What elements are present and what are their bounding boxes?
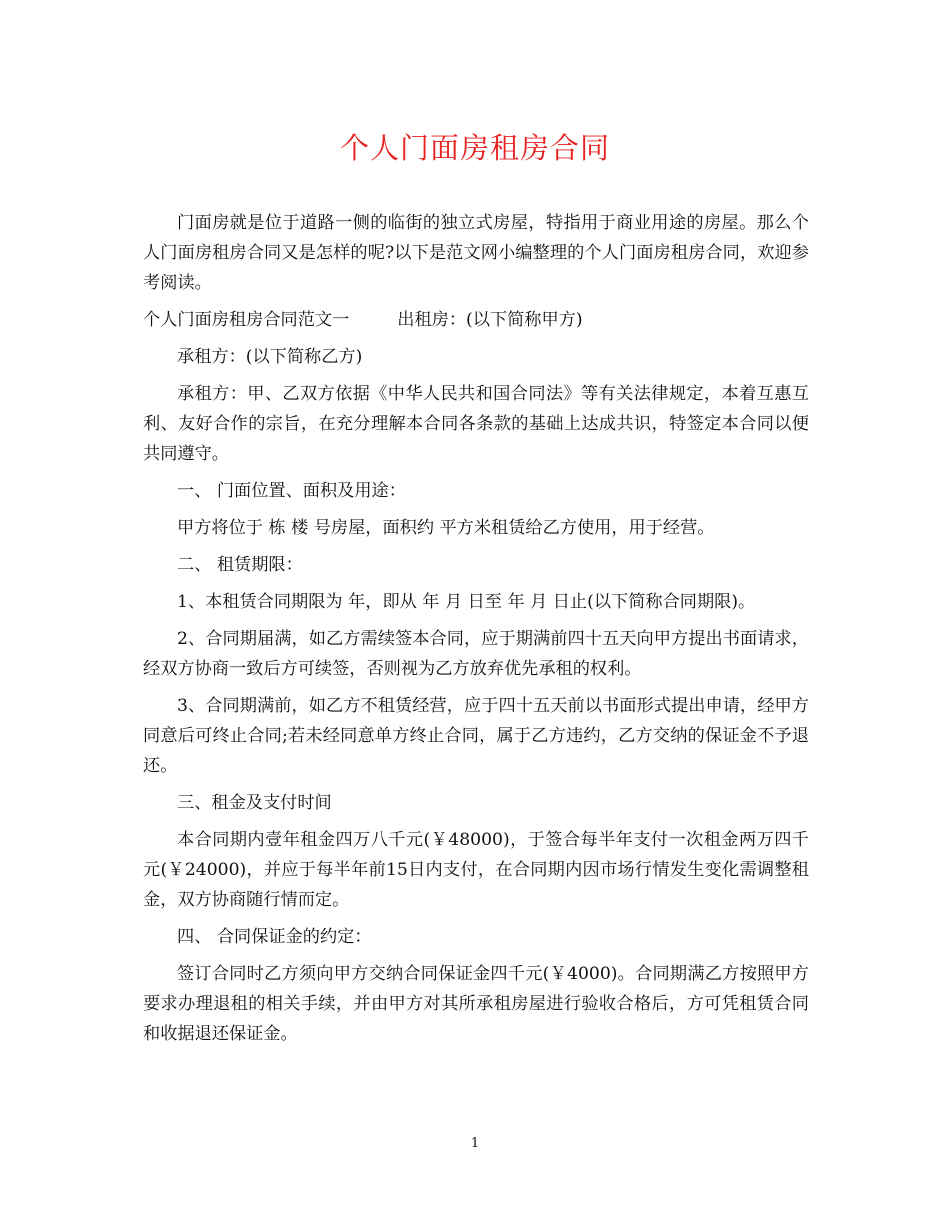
document-body xyxy=(143,208,809,1056)
lessor-label: 出租房：(以下简称甲方) xyxy=(397,310,583,330)
section1-heading: 一、 门面位置、面积及用途： xyxy=(177,481,406,501)
section4-text: 签订合同时乙方须向甲方交纳合同保证金四千元(￥4000)。合同期满乙方按照甲方要求办理退租的相关手续，并由甲方对其所承租房屋进行验收合格后，方可凭租赁合同和收据退还保证金。 xyxy=(143,964,809,1044)
section2-item1: 1、本租赁合同期限为 年，即从 年 月 日至 年 月 日止(以下简称合同期限)。 xyxy=(177,592,756,612)
document-title: 个人门面房租房合同 xyxy=(339,131,610,165)
section4-heading: 四、 合同保证金的约定： xyxy=(177,927,372,947)
preamble-paragraph: 承租方：甲、乙双方依据《中华人民共和国合同法》等有关法律规定，本着互惠互利、友好合作的宗旨，在充分理解本合同各条款的基础上达成共识，特签定本合同以便共同遵守。 xyxy=(143,384,809,464)
intro-paragraph: 门面房就是位于道路一侧的临街的独立式房屋，特指用于商业用途的房屋。那么个人门面房租房合同又是怎样的呢?以下是范文网小编整理的个人门面房租房合同，欢迎参考阅读。 xyxy=(143,213,809,293)
section2-heading: 二、 租赁期限： xyxy=(177,555,303,575)
section1-text: 甲方将位于 栋 楼 号房屋，面积约 平方米租赁给乙方使用，用于经营。 xyxy=(177,518,715,538)
sample-header-line xyxy=(143,305,809,335)
section2-item2: 2、合同期届满，如乙方需续签本合同，应于期满前四十五天向甲方提出书面请求，经双方协商一致后方可续签，否则视为乙方放弃优先承租的权利。 xyxy=(143,629,809,679)
section3-heading: 三、租金及支付时间 xyxy=(177,793,332,813)
section3-text: 本合同期内壹年租金四万八千元(￥48000)，于签合每半年支付一次租金两万四千元(￥24000)，并应于每半年前15日内支付，在合同期内因市场行情发生变化需调整租金，双方协商随行情而定。 xyxy=(143,830,809,910)
page-number: 1 xyxy=(470,1136,480,1151)
sample-label: 个人门面房租房合同范文一 xyxy=(143,310,350,330)
lessee-line: 承租方：(以下简称乙方) xyxy=(177,347,363,367)
section2-item3: 3、合同期满前，如乙方不租赁经营，应于四十五天前以书面形式提出申请，经甲方同意后可终止合同;若未经同意单方终止合同，属于乙方违约，乙方交纳的保证金不予退还。 xyxy=(143,696,809,776)
